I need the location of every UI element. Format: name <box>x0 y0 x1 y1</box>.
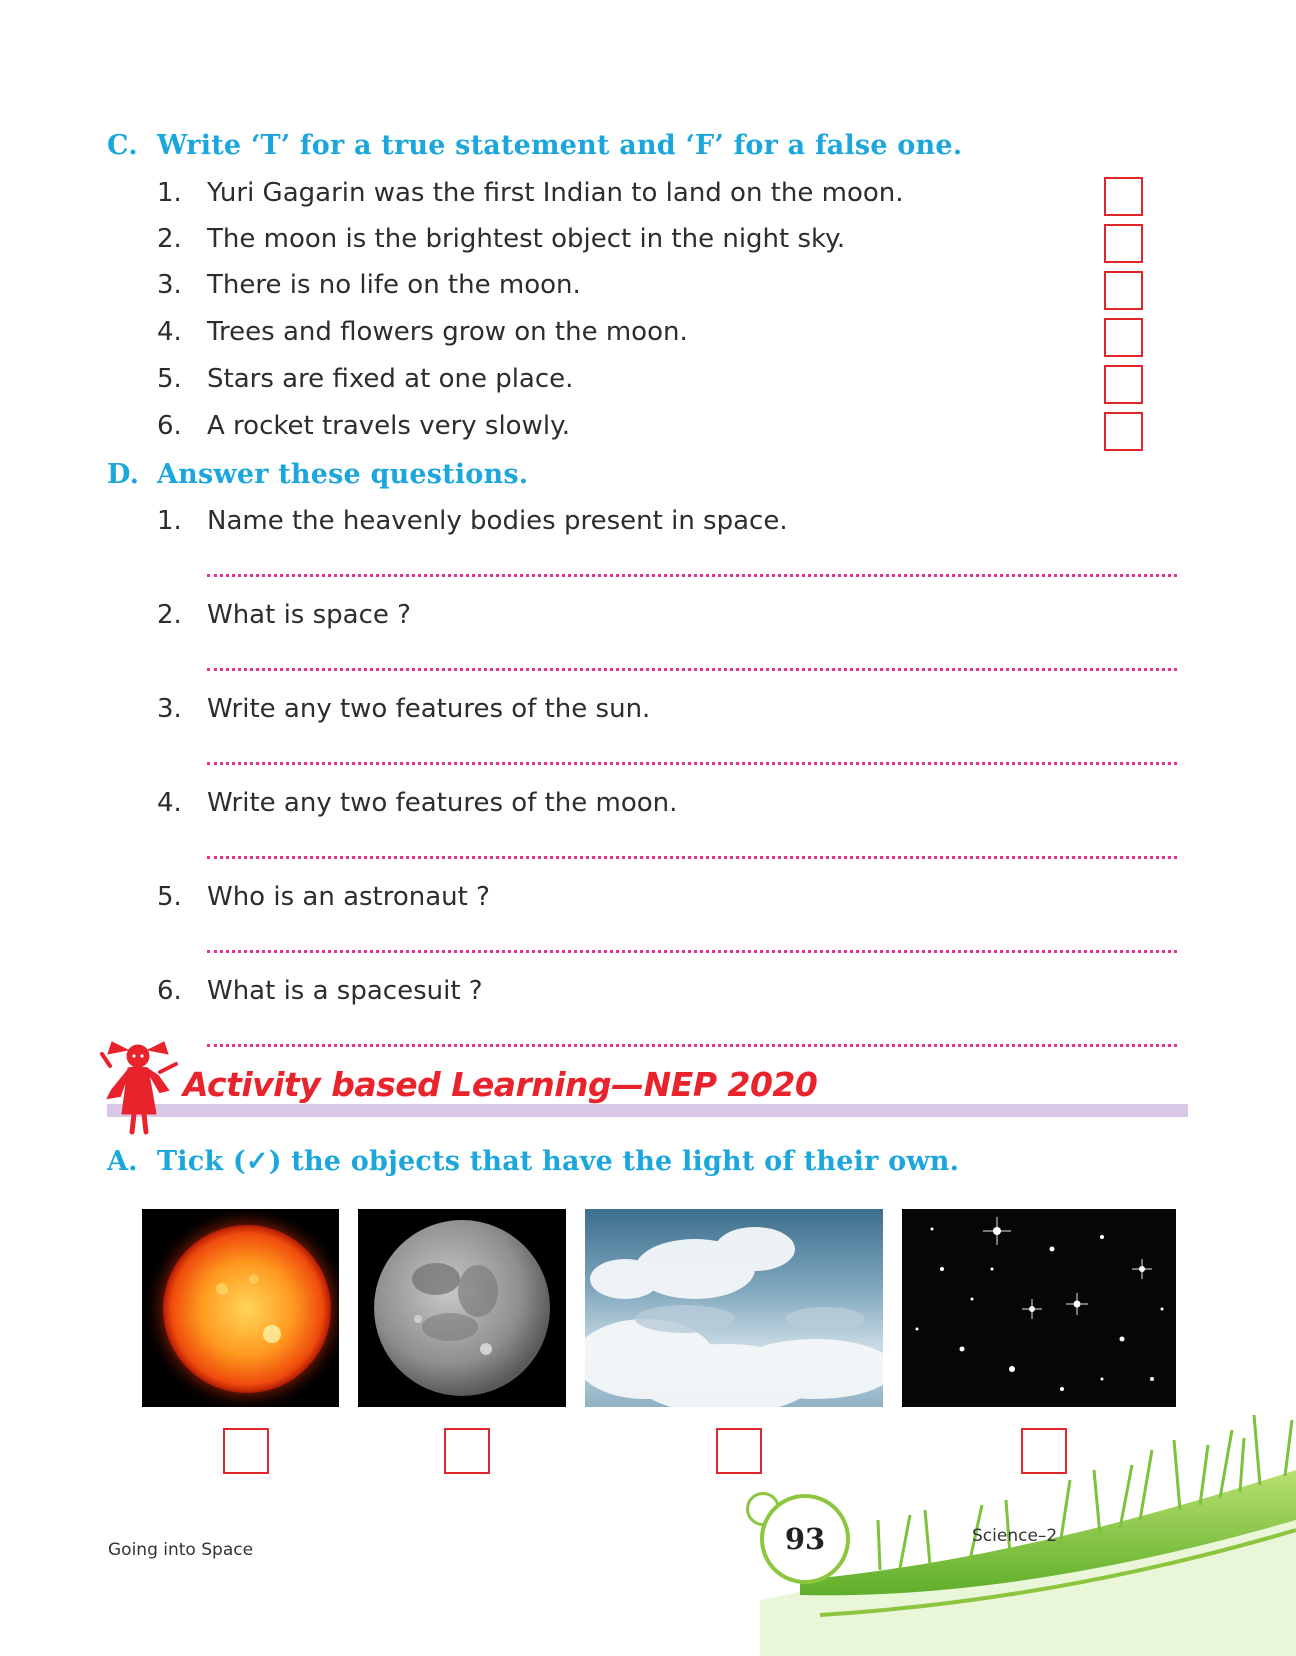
tf-statement-5: 5. Stars are fixed at one place. <box>157 364 574 394</box>
activity-title: Activity based Learning—NEP 2020 <box>183 1065 818 1104</box>
answer-line-4[interactable] <box>207 856 1177 859</box>
answer-line-1[interactable] <box>207 574 1177 577</box>
section-c-title: Write ‘T’ for a true statement and ‘F’ for a false one. <box>157 130 963 161</box>
tf-answer-box-1[interactable] <box>1104 177 1143 216</box>
moon-image <box>358 1209 566 1407</box>
question-1: 1. Name the heavenly bodies present in space. <box>157 506 788 536</box>
question-6: 6. What is a spacesuit ? <box>157 976 483 1006</box>
tf-statement-1: 1. Yuri Gagarin was the first Indian to land on the moon. <box>157 178 904 208</box>
tf-answer-box-2[interactable] <box>1104 224 1143 263</box>
tf-statement-2: 2. The moon is the brightest object in the night sky. <box>157 224 846 254</box>
question-5: 5. Who is an astronaut ? <box>157 882 490 912</box>
tick-box-sun[interactable] <box>223 1428 269 1474</box>
stars-image <box>902 1209 1176 1407</box>
section-d-title: Answer these questions. <box>157 459 529 490</box>
tf-statement-6: 6. A rocket travels very slowly. <box>157 411 571 441</box>
tf-answer-box-4[interactable] <box>1104 318 1143 357</box>
footer-chapter: Going into Space <box>108 1540 254 1560</box>
footer-book: Science–2 <box>972 1526 1058 1546</box>
question-4: 4. Write any two features of the moon. <box>157 788 678 818</box>
activity-a-heading <box>107 1146 959 1177</box>
tf-statement-4: 4. Trees and flowers grow on the moon. <box>157 317 688 347</box>
tick-box-moon[interactable] <box>444 1428 490 1474</box>
tick-box-clouds[interactable] <box>716 1428 762 1474</box>
section-d-heading <box>107 459 528 490</box>
tf-statement-3: 3. There is no life on the moon. <box>157 270 581 300</box>
question-2: 2. What is space ? <box>157 600 411 630</box>
section-c-letter: C. <box>107 130 138 161</box>
clouds-image <box>585 1209 883 1407</box>
answer-line-3[interactable] <box>207 762 1177 765</box>
activity-band <box>107 1104 1188 1117</box>
tf-answer-box-6[interactable] <box>1104 412 1143 451</box>
page-number: 93 <box>760 1494 850 1584</box>
activity-a-letter: A. <box>107 1146 138 1177</box>
question-3: 3. Write any two features of the sun. <box>157 694 651 724</box>
tf-answer-box-5[interactable] <box>1104 365 1143 404</box>
tf-answer-box-3[interactable] <box>1104 271 1143 310</box>
answer-line-2[interactable] <box>207 668 1177 671</box>
sun-image <box>142 1209 339 1407</box>
girl-icon <box>98 1036 184 1136</box>
section-d-letter: D. <box>107 459 140 490</box>
activity-a-instruction: Tick (✓) the objects that have the light of their own. <box>157 1146 960 1177</box>
section-c-heading <box>107 130 962 161</box>
answer-line-5[interactable] <box>207 950 1177 953</box>
answer-line-6[interactable] <box>207 1044 1177 1047</box>
